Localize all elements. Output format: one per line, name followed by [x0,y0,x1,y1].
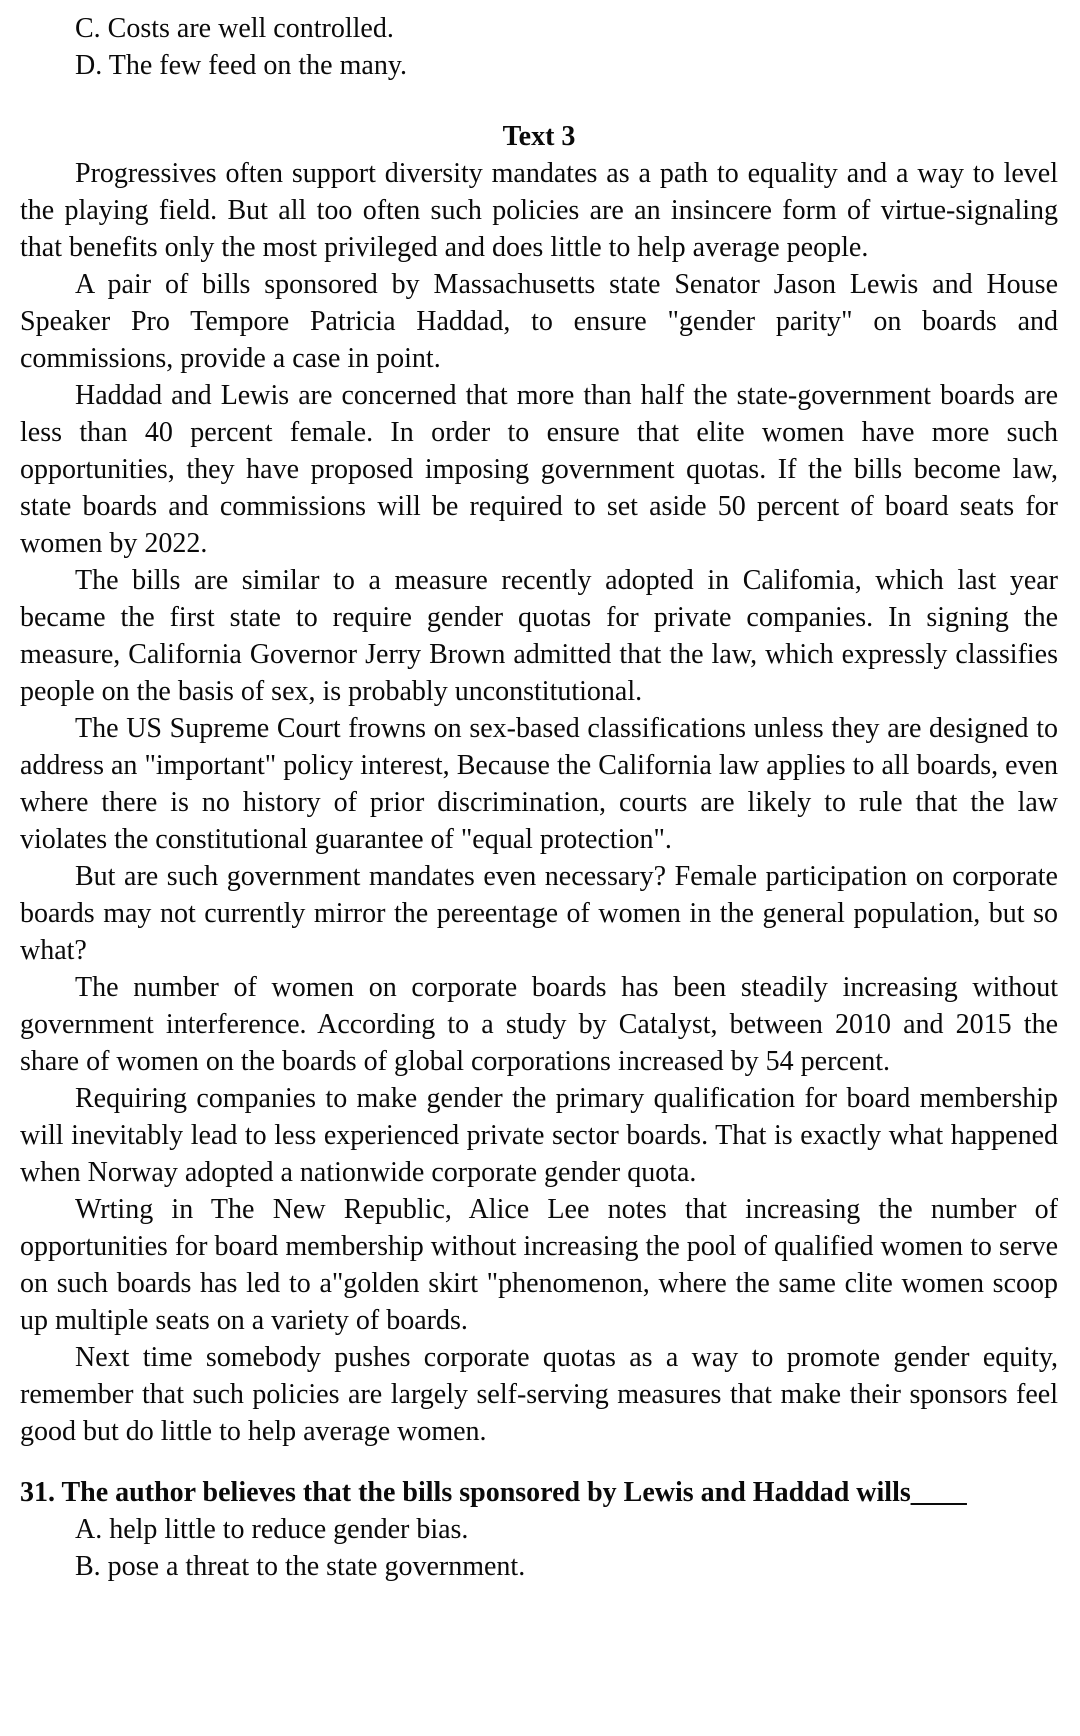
paragraph-2: A pair of bills sponsored by Massachusetts state Senator Jason Lewis and House Speaker Pro Tempore Patricia Haddad, to ensure "gender parity" on boards and commissions, provide a case in point. [20,269,1058,374]
paragraph-1: Progressives often support diversity mandates as a path to equality and a way to level the playing field. But all too often such policies are an insincere form of virtue-signaling that benefits only the most privileged and does little to help average people. [20,158,1058,263]
paragraph-4: The bills are similar to a measure recently adopted in Califomia, which last year became the first state to require gender quotas for private companies. In signing the measure, California Governor Jerry Brown admitted that the law, which expressly classifies people on the basis of sex, is probably unconstitutional. [20,565,1058,707]
paragraph-9: Wrting in The New Republic, Alice Lee notes that increasing the number of opportunities for board membership without increasing the pool of qualified women to serve on such boards has led to a"golden skirt "phenomenon, where the same clite women scoop up multiple seats on a variety of boards. [20,1194,1058,1336]
text-3-heading: Text 3 [502,121,576,152]
paragraph-7: The number of women on corporate boards has been steadily increasing without government interference. According to a study by Catalyst, between 2010 and 2015 the share of women on the boards of global corporations increased by 54 percent. [20,972,1058,1077]
paragraph-10: Next time somebody pushes corporate quotas as a way to promote gender equity, remember that such policies are largely self-serving measures that make their sponsors feel good but do little to help average women. [20,1342,1058,1447]
question-31-option-b: B. pose a threat to the state government. [75,1551,526,1582]
paragraph-3: Haddad and Lewis are concerned that more than half the state-government boards are less than 40 percent female. In order to ensure that elite women have more such opportunities, they have proposed imposing government quotas. If the bills become law, state boards and commissions will be required to set aside 50 percent of board seats for women by 2022. [20,380,1058,559]
paragraph-5: The US Supreme Court frowns on sex-based classifications unless they are designed to address an "important" policy interest, Because the California law applies to all boards, even where there is no history of prior discrimination, courts are likely to rule that the law violates the constitutional guarantee of "equal protection". [20,713,1058,855]
paragraph-6: But are such government mandates even necessary? Female participation on corporate boards may not currently mirror the pereentage of women in the general population, but so what? [20,861,1058,966]
question-31-option-a: A. help little to reduce gender bias. [75,1514,469,1545]
prev-question-option-c: C. Costs are well controlled. [75,13,394,44]
question-31: 31. The author believes that the bills sponsored by Lewis and Haddad wills____ [20,1477,967,1508]
prev-question-option-d: D. The few feed on the many. [75,50,407,81]
paragraph-8: Requiring companies to make gender the primary qualification for board membership will inevitably lead to less experienced private sector boards. That is exactly what happened when Norway adopted a nationwide corporate gender quota. [20,1083,1058,1188]
